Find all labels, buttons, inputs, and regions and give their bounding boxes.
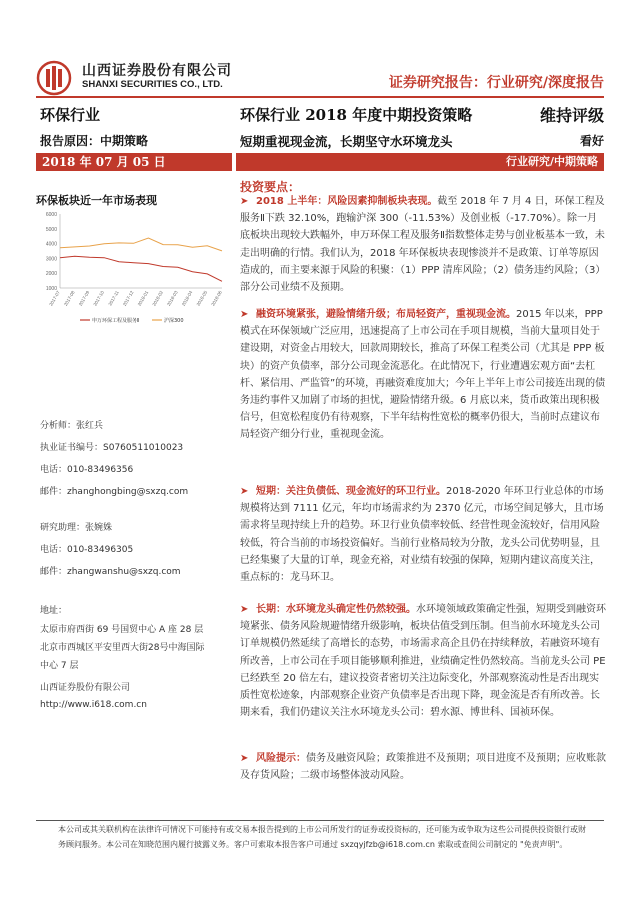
x-tick-label: 2018-05 [195, 290, 209, 307]
invest-point-head: 长期：水环境龙头确定性仍然较强。 [256, 604, 416, 615]
x-tick-label: 2018-06 [210, 290, 223, 307]
invest-point [240, 601, 606, 721]
invest-point [240, 750, 606, 784]
analyst-line: 研究助理：张婉姝 [40, 523, 113, 533]
analyst-line: 分析师：张红兵 [40, 421, 104, 431]
analyst-line: 电话：010-83496305 [40, 545, 134, 555]
bullet-arrow-icon: ➤ [240, 486, 249, 497]
address-line: 中心 7 层 [40, 661, 79, 671]
company-logo-icon [36, 60, 72, 96]
y-tick-label: 5000 [45, 226, 57, 233]
invest-point-head: 风险提示： [256, 753, 306, 764]
legend-label: 申万环保工程及服务Ⅱ [92, 318, 140, 324]
invest-heading: 投资要点： [240, 180, 301, 194]
y-tick-label: 6000 [45, 212, 57, 218]
invest-point [240, 483, 606, 586]
bullet-arrow-icon: ➤ [240, 309, 249, 320]
company-name-cn: 山西证券股份有限公司 [82, 63, 232, 79]
report-type: 证券研究报告：行业研究/深度报告 [388, 75, 604, 91]
invest-point-text: 2015 年以来，PPP 模式在环保领域广泛应用，迅速提高了上市公司在手项目规模，当前大量项目处于建设期，对资金占用较大，回款周期较长，推高了环保工程类公司（尤其是 PPP 板块）的资产负债率，部分公司现金流恶化。在此情况下，行业遭遇宏观方面“去杠杆、紧信用、严监管”的环境，再融资难度加大；今年上半年上市公司接连出现的债务违约事件又加剧了市场的担忧，避险情绪升级。6 月底以来，货币政策出现积极信号，但宽松程度仍有待观察，下半年结构性宽松的概率仍很大，当前时点建议布局轻资产细分行业，重视现金流。 [240, 309, 606, 441]
disclaimer [58, 822, 598, 852]
address-line: 太原市府西街 69 号国贸中心 A 座 28 层 [40, 625, 204, 635]
page-title: 环保行业 2018 年度中期投资策略 [240, 106, 473, 124]
invest-point-text: 债务及融资风险；政策推进不及预期；项目进度不及预期；应收账款及存货风险；二级市场整体波动风险。 [240, 753, 606, 782]
address-label: 地址： [40, 606, 68, 616]
report-date: 2018 年 07 月 05 日 [36, 153, 232, 171]
invest-point [240, 306, 606, 444]
disclaimer-line-1: 本公司或其关联机构在法律许可情况下可能持有或交易本报告提到的上市公司所发行的证券或投资标的，还可能为或争取为这些公司提供投资银行或财 [58, 825, 586, 834]
bullet-arrow-icon: ➤ [240, 753, 249, 764]
legend-label: 沪深300 [164, 318, 184, 324]
x-tick-label: 2017-08 [63, 290, 76, 307]
x-tick-label: 2018-04 [180, 290, 194, 307]
x-tick-label: 2018-02 [151, 290, 164, 307]
report-reason: 报告原因：中期策略 [40, 134, 149, 148]
x-tick-label: 2017-09 [77, 290, 91, 307]
invest-point-text: 水环境领域政策确定性强，短期受到融资环境紧张、债务风险规避情绪升级影响，板块估值受到压制。但当前水环境龙头公司订单规模仍然延续了高增长的态势，市场需求高企且仍在持续释放，若融资环境有所改善，上市公司在手项目能够顺利推进，业绩确定性仍然较高。当前龙头公司 PE 已经跌至 20 倍左右，建议投资者密切关注边际变化，外部观察流动性是否出现实质性宽松迹象，内部观察企业资产负债率是否出现下降，现金流是否有所改善。长期来看，我们仍建议关注水环境龙头公司：碧水源、博世科、国祯环保。 [240, 604, 606, 719]
footer-divider [36, 820, 604, 821]
analyst-line: 电话：010-83496356 [40, 465, 134, 475]
header-divider [36, 96, 604, 98]
address-line: 北京市西城区平安里西大街28号中海国际 [40, 643, 205, 653]
invest-point [240, 193, 606, 296]
x-tick-label: 2018-03 [166, 290, 179, 307]
chart-title: 环保板块近一年市场表现 [36, 194, 157, 207]
y-tick-label: 4000 [45, 241, 57, 248]
bullet-arrow-icon: ➤ [240, 196, 249, 207]
market-performance-chart [36, 208, 228, 328]
invest-point-head: 2018 上半年：风险因素抑制板块表现。 [256, 196, 438, 207]
x-tick-label: 2017-07 [48, 290, 61, 307]
invest-point-text: 截至 2018 年 7 月 4 日，环保工程及服务Ⅱ下跌 32.10%，跑输沪深 300（-11.53%）及创业板（-17.70%）。除一月底板块出现较大跌幅外，申万环保工程及服务Ⅱ指数整体走势与创业板基本一致，未走出明确的行情。我们认为，2018 年环保板块表现惨淡并不是政策、订单等原因造成的，而主要来源于风险的积聚：（1）PPP 清库风险；（2）债务违约风险；（3）部分公司业绩不及预期。 [240, 196, 606, 294]
analyst-line: 邮件：zhanghongbing@sxzq.com [40, 487, 189, 497]
x-tick-label: 2017-12 [121, 290, 135, 307]
y-tick-label: 2000 [45, 271, 57, 278]
x-tick-label: 2017-11 [107, 290, 120, 307]
analyst-line: 执业证书编号：S0760511010023 [40, 443, 184, 453]
analyst-line: 邮件：zhangwanshu@sxzq.com [40, 567, 181, 577]
invest-point-text: 2018-2020 年环卫行业总体的市场规模将达到 7111 亿元，年均市场需求约为 2370 亿元，市场空间足够大，且市场需求将呈现持续上升的趋势。环卫行业负债率较低、经营性现金流较好，信用风险较低，符合当前的市场投资偏好。当前行业格局较为分散，龙头公司优势明显，且已经集聚了大量的订单，现金充裕，对业绩有较强的保障，短期内建议高度关注，重点标的：龙马环卫。 [240, 486, 604, 584]
rating-value: 看好 [579, 134, 604, 148]
company-name-en: SHANXI SECURITIES CO., LTD. [82, 79, 223, 90]
series-line [60, 256, 222, 281]
address-line: 山西证券股份有限公司 [40, 683, 131, 693]
x-tick-label: 2018-01 [136, 290, 150, 307]
rating-label: 维持评级 [539, 106, 604, 125]
address-line: http://www.i618.com.cn [40, 700, 147, 710]
invest-point-head: 融资环境紧张，避险情绪升级；布局轻资产，重视现金流。 [256, 309, 516, 320]
y-tick-label: 3000 [45, 256, 57, 263]
disclaimer-line-2: 务顾问服务。本公司在知晓范围内履行披露义务。客户可索取本报告客户可通过 sxzqyjfzb@i618.com.cn 索取或查阅公司制定的 "免责声明"。 [58, 840, 568, 849]
bullet-arrow-icon: ➤ [240, 604, 249, 615]
page-subtitle: 短期重视现金流，长期坚守水环境龙头 [240, 134, 453, 149]
y-tick-label: 1000 [45, 286, 57, 292]
x-tick-label: 2017-10 [92, 290, 106, 307]
series-line [60, 238, 222, 251]
invest-point-head: 短期：关注负债低、现金流好的环卫行业。 [256, 486, 446, 497]
report-category: 行业研究/中期策略 [236, 153, 604, 171]
industry-name: 环保行业 [40, 106, 101, 124]
